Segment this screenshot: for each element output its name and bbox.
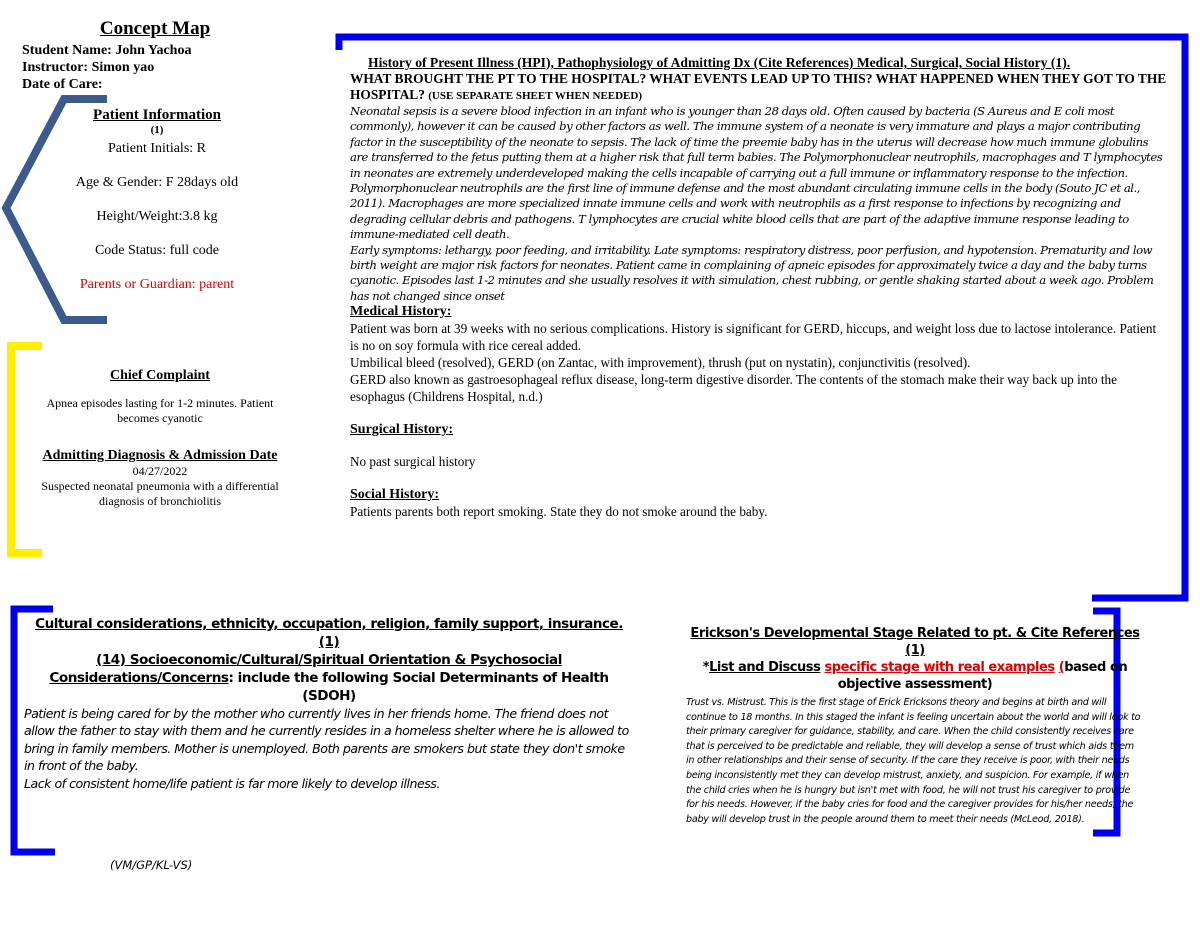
hpi-question-note: (USE SEPARATE SHEET WHEN NEEDED)	[428, 90, 643, 102]
medical-history-text-3: GERD also known as gastroesophageal reflux disease, long-term digestive disorder. The contents of the stomach make their way back up into the esophagus (Childrens Hospital, n.d.)	[350, 372, 1117, 405]
hpi-header	[350, 55, 1168, 104]
chief-complaint-section	[40, 368, 280, 509]
hpi-question: WHAT BROUGHT THE PT TO THE HOSPITAL? WHAT EVENTS LEAD UP TO THIS? WHAT HAPPENED WHEN THEY GOT TO THE HOSPITAL?	[350, 71, 1167, 102]
erikson-sub-red: specific stage with real examples	[824, 660, 1055, 675]
erikson-sub-paren: (	[1058, 660, 1065, 675]
patient-age-gender: Age & Gender: F 28days old	[75, 175, 239, 190]
patient-height-weight: Height/Weight:3.8 kg	[96, 209, 218, 224]
footer-code: (VM/GP/KL-VS)	[110, 858, 193, 872]
admitting-diagnosis-heading: Admitting Diagnosis & Admission Date	[42, 448, 278, 463]
medical-history-text-1: Patient was born at 39 weeks with no serious complications. History is significant for GERD, hiccups, and weight loss due to lactose intolerance. Patient is no on soy formula with rice cereal added.	[350, 321, 1157, 354]
page-title: Concept Map	[99, 18, 211, 39]
admission-date: 04/27/2022	[132, 464, 188, 478]
surgical-history-heading: Surgical History:	[350, 422, 454, 438]
hpi-pathophysiology-text: Neonatal sepsis is a severe blood infection in an infant who is younger than 28 days old. Often caused by bacteria (S Aureus and E coli most commonly), however it can be caused by other factors as well. The immune system of a neonate is very immature and plays a major contributing factor in the susceptibility of the neonate to sepsis. The lack of time the preemie baby has in the uterus will decrease how much immune globulins are transferred to the fetus putting them at a higher risk that full term babies. The Polymorphonuclear neutrophils, macrophages and T lymphocytes in neonates are extremely underdeveloped making the cells incapable of carrying out a full immune or inflammatory response to the infection. Polymorphonuclear neutrophils are the first line of immune defense and the most abundant circulating immune cells in the body (Souto JC et al., 2011). Macrophages are more specialized innate immune cells and work with neutrophils as a first response to infections by recognizing and degrading cellular debris and pathogens. T lymphocytes are crucial white blood cells that are part of the adaptive immune response leading to immune-mediated cell death.	[350, 104, 1163, 242]
patient-initials: Patient Initials: R	[108, 141, 206, 156]
chief-complaint-heading: Chief Complaint	[110, 368, 210, 383]
admitting-diagnosis-text: Suspected neonatal pneumonia with a differential diagnosis of bronchiolitis	[41, 479, 279, 508]
patient-guardian: Parents or Guardian: parent	[79, 277, 235, 292]
chief-complaint-text: Apnea episodes lasting for 1-2 minutes. Patient becomes cyanotic	[46, 396, 274, 425]
medical-history-text-2: Umbilical bleed (resolved), GERD (on Zantac, with improvement), thrush (put on nystatin), conjunctivitis (resolved).	[350, 355, 971, 371]
hpi-section	[350, 55, 1168, 520]
erikson-heading: Erickson's Developmental Stage Related to pt. & Cite References (1)	[690, 626, 1140, 658]
cultural-text-1: Patient is being cared for by the mother who currently lives in her friends home. The friend does not allow the father to stay with them and he currently resides in a homeless shelter where he is allowed to bring in family members. Mother is unemployed. Both parents are smokers but state they don't smoke in front of the baby.	[24, 706, 629, 774]
cultural-text-2: Lack of consistent home/life patient is far more likely to develop illness.	[24, 775, 440, 791]
hpi-symptoms-text: Early symptoms: lethargy, poor feeding, and irritability. Late symptoms: respiratory distress, poor perfusion, and hypotension. Prematurity and low birth weight are major risk factors for neonates. Patient came in complaining of apneic episodes for approximately twice a day and the baby turns cyanotic. Episodes last 1-2 minutes and she usually resolves it with simulation, chest rubbing, or gentle shaking started about a week ago. Problem has not changed since onset	[350, 242, 1154, 303]
erikson-sub-rest: based on objective assessment)	[837, 660, 1128, 692]
patient-info-section	[62, 107, 252, 310]
instructor-name: Instructor: Simon yao	[22, 60, 155, 75]
chief-complaint-bracket	[11, 346, 42, 553]
cultural-section	[24, 615, 634, 792]
hpi-heading: History of Present Illness (HPI), Pathophysiology of Admitting Dx (Cite References) Medical, Surgical, Social History (1).	[368, 55, 1071, 70]
erikson-sub-prefix: *	[702, 660, 710, 675]
surgical-history-text: No past surgical history	[350, 454, 476, 470]
erikson-text: Trust vs. Mistrust. This is the first stage of Erick Ericksons theory and begins at birth and will continue to 18 months. In this staged the infant is feeling uncertain about the world and will look to their primary caregiver for guidance, stability, and care. When the child consistently receives care that is perceived to be predictable and reliable, they will develop a sense of trust which aids them in other relationships and their sense of security. If the care they receive is poor, with their needs being inconsistently met they can develop mistrust, anxiety, and suspicion. For example, if when the child cries when he is hungry but isn't met with food, he will not trust his caregiver to provide for his needs. However, if the baby cries for food and the caregiver provides for his/her needs, the baby will develop trust in the people around them to meet their needs (McLeod, 2018).	[686, 697, 1141, 825]
cultural-header	[24, 615, 634, 705]
header-meta	[22, 42, 191, 93]
cultural-heading-1: Cultural considerations, ethnicity, occupation, religion, family support, insurance. (1)	[35, 616, 623, 650]
erikson-header	[686, 625, 1144, 693]
social-history-heading: Social History:	[350, 487, 440, 503]
cultural-heading-2: (14) Socioeconomic/Cultural/Spiritual Orientation & Psychosocial Considerations/Concerns	[49, 652, 562, 686]
erikson-sub-list: List and Discuss	[709, 660, 821, 675]
date-of-care: Date of Care:	[22, 77, 103, 92]
medical-history-heading: Medical History:	[350, 304, 452, 320]
student-name: Student Name: John Yachoa	[22, 43, 192, 58]
patient-code-status: Code Status: full code	[94, 243, 220, 258]
patient-info-heading: Patient Information	[93, 107, 221, 123]
social-history-text: Patients parents both report smoking. State they do not smoke around the baby.	[350, 504, 768, 520]
patient-info-ref: (1)	[150, 124, 164, 136]
erikson-section	[686, 625, 1144, 827]
cultural-heading-3: : include the following Social Determinants of Health (SDOH)	[228, 670, 609, 704]
